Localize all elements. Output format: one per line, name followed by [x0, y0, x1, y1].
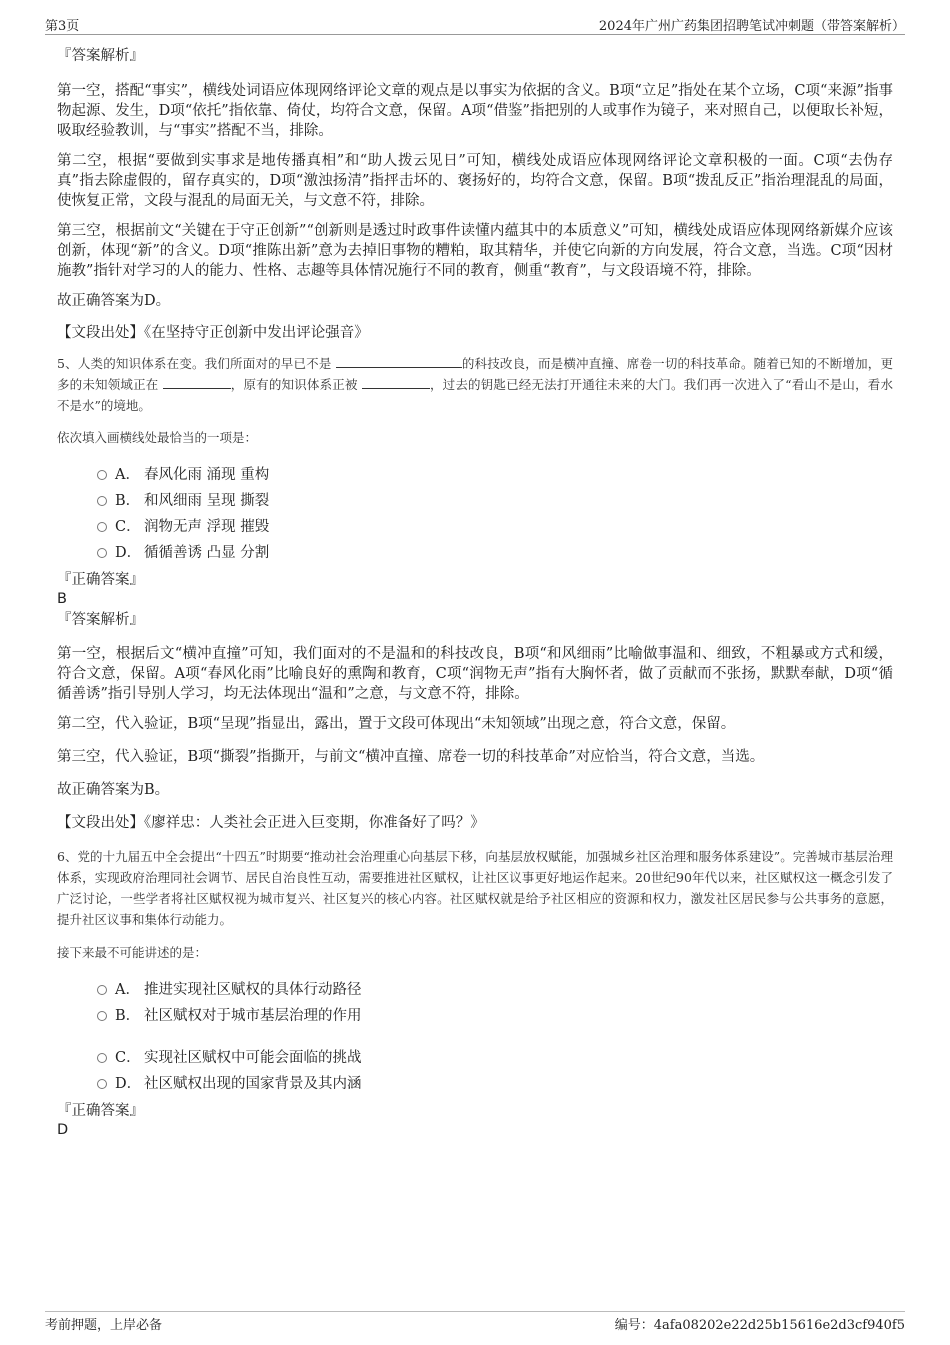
correct-answer-label: 『正确答案』 — [57, 1103, 144, 1119]
passage-source: 【文段出处】《在坚持守正创新中发出评论强音》 — [57, 325, 369, 341]
option-letter: B． — [115, 1008, 141, 1024]
page-header — [45, 12, 905, 35]
option-letter: B． — [115, 493, 141, 509]
question-6-text: 6、党的十九届五中全会提出“十四五”时期要“推动社会治理重心向基层下移，向基层放权赋能，加强城乡社区治理和服务体系建设”。完善城市基层治理体系，实现政府治理同社会调节、居民自治良性互动，需要推进社区赋权，让社区议事更好地运作起来。20世纪90年代以来，社区赋权这一概念引发了广泛讨论，一些学者将社区赋权视为城市复兴、社区复兴的核心内容。社区赋权就是给予社区相应的资源和权力，激发社区居民参与公共事务的意愿，提升社区议事和集体行动能力。 — [57, 849, 893, 927]
option-d[interactable] — [97, 540, 893, 566]
correct-answer-label: 『正确答案』 — [57, 572, 144, 588]
passage-source: 【文段出处】《廖祥忠：人类社会正进入巨变期，你准备好了吗？》 — [57, 815, 485, 831]
option-c[interactable] — [97, 1045, 893, 1071]
question-5-prompt: 依次填入画横线处最恰当的一项是： — [57, 430, 258, 445]
fill-blank-1 — [336, 354, 462, 368]
option-d[interactable] — [97, 1071, 893, 1097]
analysis-paragraph: 第二空，代入验证，B项“呈现”指显出，露出，置于文段可体现出“未知领域”出现之意，符合文意，保留。 — [57, 716, 736, 732]
analysis-paragraph: 第一空，根据后文“横冲直撞”可知，我们面对的不是温和的科技改良，B项“和风细雨”比喻做事温和、细致，不粗暴或方式和缓，符合文意，保留。A项“春风化雨”比喻良好的熏陶和教育，C项“润物无声”指有大胸怀者，做了贡献而不张扬，默默奉献，D项“循循善诱”指引导别人学习，均无法体现出“温和”之意，与文意不符，排除。 — [57, 646, 893, 702]
analysis-paragraph: 第三空，代入验证，B项“撕裂”指撕开，与前文“横冲直撞、席卷一切的科技革命”对应恰当，符合文意，当选。 — [57, 749, 765, 765]
option-letter: D． — [115, 545, 142, 561]
document-title: 2024年广州广药集团招聘笔试冲刺题（带答案解析） — [598, 19, 905, 34]
answer-analysis-label: 『答案解析』 — [57, 612, 144, 628]
option-text: 和风细雨 呈现 撕裂 — [144, 493, 270, 509]
option-b[interactable] — [97, 1003, 893, 1029]
radio-button[interactable] — [97, 985, 107, 995]
correct-answer: B — [57, 591, 67, 607]
option-text: 实现社区赋权中可能会面临的挑战 — [144, 1050, 362, 1066]
option-text: 推进实现社区赋权的具体行动路径 — [144, 982, 362, 998]
radio-button[interactable] — [97, 470, 107, 480]
option-b[interactable] — [97, 488, 893, 514]
page-footer — [45, 1311, 905, 1333]
question-text-segment: ，过去的钥匙已经无法打开通往未来的大门。我们再一次进入了“看山不是山，看水不是水”的境地。 — [57, 377, 893, 413]
option-letter: A． — [115, 982, 140, 998]
option-text: 社区赋权对于城市基层治理的作用 — [144, 1008, 362, 1024]
option-letter: C． — [115, 519, 141, 535]
option-text: 润物无声 浮现 摧毁 — [144, 519, 270, 535]
question-5-options — [97, 462, 893, 566]
option-a[interactable] — [97, 462, 893, 488]
radio-button[interactable] — [97, 548, 107, 558]
option-text: 春风化雨 涌现 重构 — [144, 467, 270, 483]
radio-button[interactable] — [97, 1011, 107, 1021]
question-text-segment: 的科技改良，而是横冲直撞、席卷一切的科技革命。随着已知的不断增加，更多的未知领域正在 — [57, 356, 893, 392]
radio-button[interactable] — [97, 1053, 107, 1063]
document-id: 编号：4afa08202e22d25b15616e2d3cf940f5 — [614, 1318, 905, 1333]
option-a[interactable] — [97, 977, 893, 1003]
analysis-conclusion: 故正确答案为B。 — [57, 782, 170, 798]
analysis-paragraph: 第三空，根据前文“关键在于守正创新”“创新则是透过时政事件读懂内蕴其中的本质意义”可知，横线处成语应体现网络新媒介应该创新，体现“新”的含义。D项“推陈出新”意为去掉旧事物的糟粕，取其精华，并使它向新的方向发展，符合文意，当选。C项“因材施教”指针对学习的人的能力、性格、志趣等具体情况施行不同的教育，侧重“教育”，与文段语境不符，排除。 — [57, 223, 893, 279]
question-6-options — [97, 977, 893, 1097]
analysis-paragraph: 第二空，根据“要做到实事求是地传播真相”和“助人拨云见日”可知，横线处成语应体现网络评论文章积极的一面。C项“去伪存真”指去除虚假的，留存真实的，D项“激浊扬清”指抨击坏的、褒扬好的，均符合文意，保留。B项“拨乱反正”指治理混乱的局面，使恢复正常，文段与混乱的局面无关，与文意不符，排除。 — [57, 153, 893, 209]
option-letter: D． — [115, 1076, 142, 1092]
option-c[interactable] — [97, 514, 893, 540]
fill-blank-2 — [163, 375, 231, 389]
option-text: 社区赋权出现的国家背景及其内涵 — [144, 1076, 362, 1092]
radio-button[interactable] — [97, 1079, 107, 1089]
radio-button[interactable] — [97, 496, 107, 506]
question-5-text — [57, 353, 893, 416]
option-text: 循循善诱 凸显 分割 — [144, 545, 270, 561]
page-content — [57, 44, 893, 1139]
question-6-prompt: 接下来最不可能讲述的是： — [57, 945, 208, 960]
option-letter: C． — [115, 1050, 141, 1066]
option-letter: A． — [115, 467, 140, 483]
question-text-segment: ，原有的知识体系正被 — [230, 377, 362, 392]
footer-slogan: 考前押题，上岸必备 — [45, 1318, 163, 1333]
question-text-segment: 5、人类的知识体系在变。我们所面对的早已不是 — [57, 356, 336, 371]
answer-analysis-label: 『答案解析』 — [57, 48, 144, 64]
analysis-paragraph: 第一空，搭配“事实”，横线处词语应体现网络评论文章的观点是以事实为依据的含义。B项“立足”指处在某个立场，C项“来源”指事物起源、发生，D项“依托”指依靠、倚仗，均符合文意，保留。A项“借鉴”指把别的人或事作为镜子，来对照自己，以便取长补短，吸取经验教训，与“事实”搭配不当，排除。 — [57, 83, 893, 139]
page-number: 第3页 — [45, 19, 80, 34]
radio-button[interactable] — [97, 522, 107, 532]
correct-answer: D — [57, 1122, 69, 1138]
analysis-conclusion: 故正确答案为D。 — [57, 293, 171, 309]
fill-blank-3 — [362, 375, 430, 389]
